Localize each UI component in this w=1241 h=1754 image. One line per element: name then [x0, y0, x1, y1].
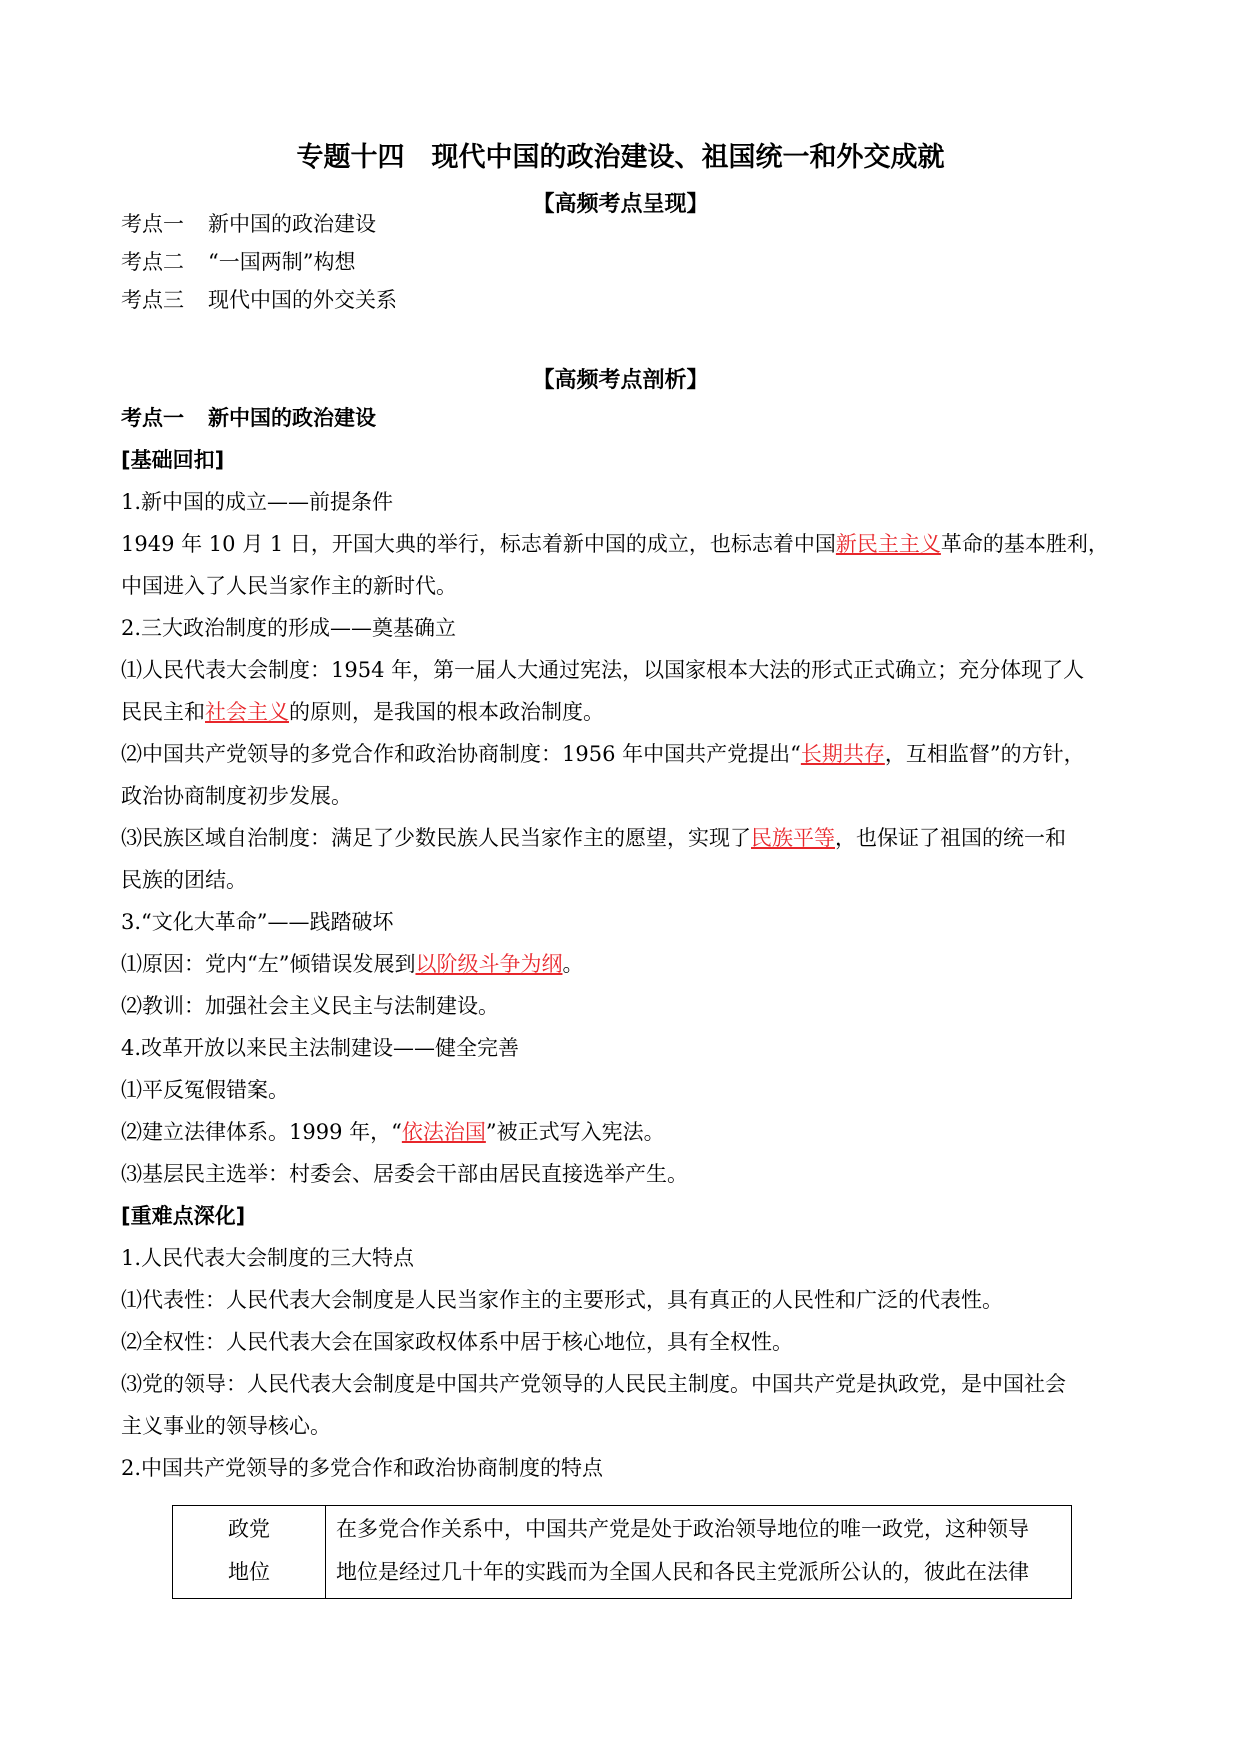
d2-title: 2.中国共产党领导的多党合作和政治协商制度的特点: [121, 1456, 604, 1480]
d1-item2: ⑵全权性：人民代表大会在国家政权体系中居于核心地位，具有全权性。: [121, 1330, 793, 1354]
party-features-table: [172, 1505, 1072, 1599]
b2-title: 2.三大政治制度的形成——奠基确立: [121, 616, 457, 640]
d1-item1: ⑴代表性：人民代表大会制度是人民当家作主的主要形式，具有真正的人民性和广泛的代表性。: [121, 1288, 1003, 1312]
keyword-new-democracy: 新民主主义: [835, 532, 941, 556]
overview-item-3: 考点三 现代中国的外交关系: [121, 288, 397, 312]
table-row-head: 政党 地位: [173, 1506, 326, 1599]
basics-heading: [基础回扣]: [121, 448, 225, 472]
b1-title: 1.新中国的成立——前提条件: [121, 490, 394, 514]
overview-item-1: 考点一 新中国的政治建设: [121, 212, 376, 236]
b4-item1: ⑴平反冤假错案。: [121, 1078, 289, 1102]
b2-item3-line2: 民族的团结。: [121, 868, 247, 892]
b2-item3-line1: ⑶民族区域自治制度：满足了少数民族人民当家作主的愿望，实现了民族平等，也保证了祖国的统一和: [121, 826, 1066, 850]
keyword-ethnic-equality: 民族平等: [751, 826, 835, 850]
b2-item1-line1: ⑴人民代表大会制度：1954 年，第一届人大通过宪法，以国家根本大法的形式正式确立；充分体现了人: [121, 658, 1085, 682]
d1-title: 1.人民代表大会制度的三大特点: [121, 1246, 415, 1270]
overview-item-2: 考点二 “一国两制”构想: [121, 250, 356, 274]
b2-item2-line2: 政治协商制度初步发展。: [121, 784, 352, 808]
b1-paragraph-line1: 1949 年 10 月 1 日，开国大典的举行，标志着新中国的成立，也标志着中国新民主主义革命的基本胜利，: [121, 532, 1109, 556]
keyword-rule-of-law: 依法治国: [401, 1120, 486, 1144]
b3-title: 3.“文化大革命”——践踏破坏: [121, 910, 394, 934]
b2-item1-line2: 民民主和社会主义的原则，是我国的根本政治制度。: [121, 700, 604, 724]
document-title: 专题十四 现代中国的政治建设、祖国统一和外交成就: [296, 142, 945, 173]
deep-heading: [重难点深化]: [121, 1204, 246, 1228]
b2-item2-line1: ⑵中国共产党领导的多党合作和政治协商制度：1956 年中国共产党提出“长期共存，互相监督”的方针，: [121, 742, 1085, 766]
keyword-socialism: 社会主义: [205, 700, 289, 724]
b4-item2: ⑵建立法律体系。1999 年，“依法治国”被正式写入宪法。: [121, 1120, 665, 1144]
b3-item2: ⑵教训：加强社会主义民主与法制建设。: [121, 994, 499, 1018]
section-heading-analysis: 【高频考点剖析】: [532, 368, 709, 393]
b4-title: 4.改革开放以来民主法制建设——健全完善: [121, 1036, 520, 1060]
keyword-long-coexistence: 长期共存: [800, 742, 885, 766]
b3-item1: ⑴原因：党内“左”倾错误发展到以阶级斗争为纲。: [121, 952, 584, 976]
d1-item3-line2: 主义事业的领导核心。: [121, 1414, 331, 1438]
section-heading-overview: 【高频考点呈现】: [532, 192, 709, 217]
keyword-class-struggle: 以阶级斗争为纲: [415, 952, 563, 976]
kp1-heading: 考点一 新中国的政治建设: [121, 406, 376, 430]
d1-item3-line1: ⑶党的领导：人民代表大会制度是中国共产党领导的人民民主制度。中国共产党是执政党，是中国社会: [121, 1372, 1066, 1396]
table-row-text: 在多党合作关系中，中国共产党是处于政治领导地位的唯一政党，这种领导 地位是经过几十年的实践而为全国人民和各民主党派所公认的，彼此在法律: [326, 1506, 1072, 1599]
b1-paragraph-line2: 中国进入了人民当家作主的新时代。: [121, 574, 457, 598]
table-row: [173, 1506, 1072, 1599]
b4-item3: ⑶基层民主选举：村委会、居委会干部由居民直接选举产生。: [121, 1162, 688, 1186]
